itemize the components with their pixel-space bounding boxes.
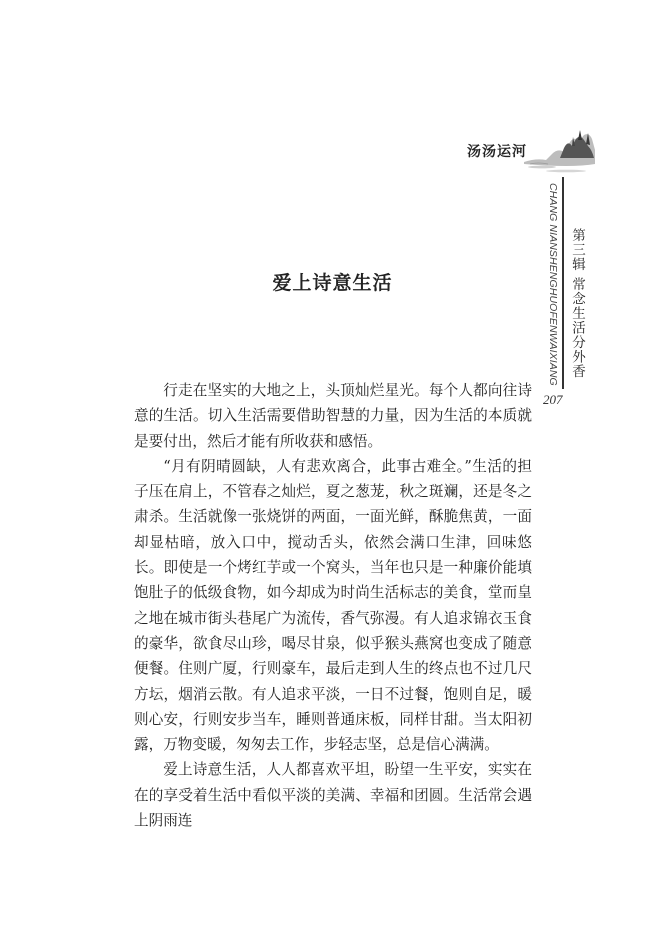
ink-landscape-illustration: [522, 118, 596, 180]
article-body: [134, 378, 532, 833]
book-title-pinyin: CHANG NIANSHENGHUOFENWAIXIANG: [547, 183, 559, 386]
section-label: 第三辑: [569, 228, 585, 272]
paragraph: “月有阴晴圆缺，人有悲欢离合，此事古难全。”生活的担子压在肩上，不管春之灿烂，夏之葱茏，秋之斑斓，还是冬之肃杀。生活就像一张烧饼的两面，一面光鲜，酥脆焦黄，一面却显枯暗，放入口中，搅动舌头，依然会满口生津，回味悠长。即使是一个烤红芋或一个窝头，当年也只是一种廉价能填饱肚子的低级食物，如今却成为时尚生活标志的美食，堂而皇之地在城市街头巷尾广为流传，香气弥漫。有人追求锦衣玉食的豪华，欲食尽山珍，喝尽甘泉，似乎猴头燕窝也变成了随意便餐。住则广厦，行则豪车，最后走到人生的终点也不过几尺方坛，烟消云散。有人追求平淡，一日不过餐，饱则自足，暖则心安，行则安步当车，睡则普通床板，同样甘甜。当太阳初露，万物变暖，匆匆去工作，步轻志坚，总是信心满满。: [134, 457, 532, 754]
paragraph: 爱上诗意生活，人人都喜欢平坦，盼望一生平安，实实在在的享受着生活中看似平淡的美满、幸福和团圆。生活常会遇上阴雨连: [134, 761, 532, 830]
page-number: 207: [543, 392, 563, 407]
book-subtitle: 常念生活分外香: [569, 277, 585, 379]
article-title: 爱上诗意生活: [272, 272, 393, 294]
author-name: 汤汤运河: [467, 144, 527, 160]
paragraph: 行走在坚实的大地之上，头顶灿烂星光。每个人都向往诗意的生活。切入生活需要借助智慧的力量，因为生活的本质就是要付出，然后才能有所收获和感悟。: [134, 382, 532, 450]
